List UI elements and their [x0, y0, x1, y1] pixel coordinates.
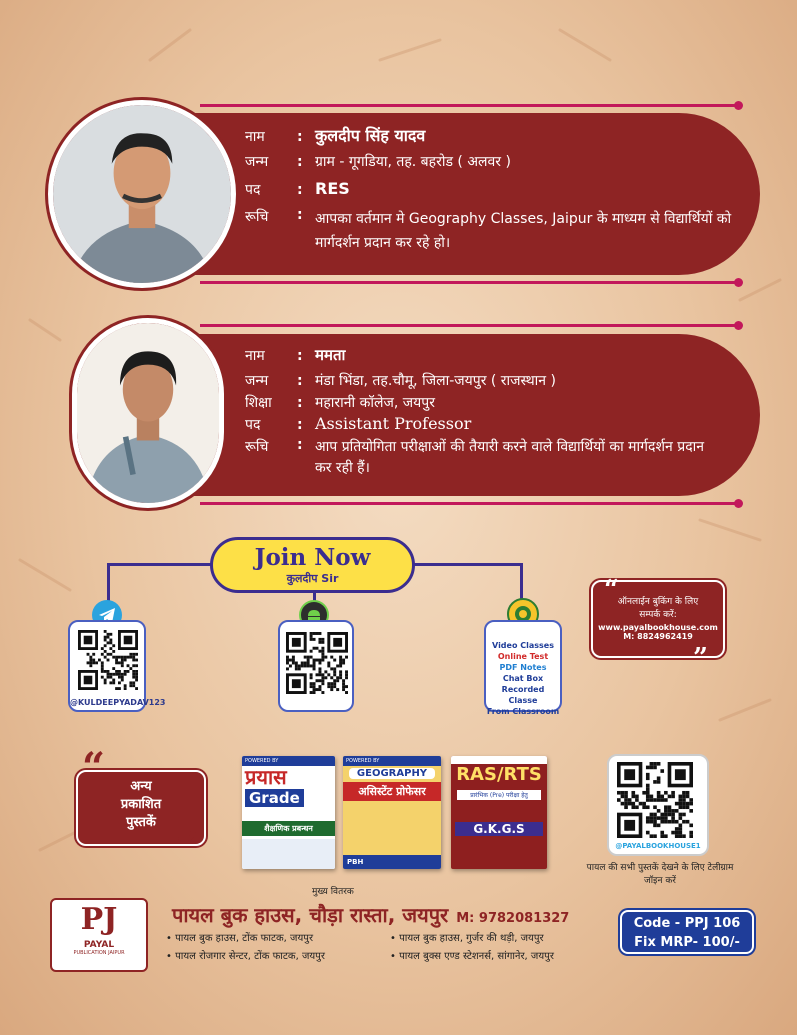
address-item: • पायल बुक्स एण्ड स्टेशनर्स, सांगानेर, जयपुर: [390, 951, 554, 962]
book1-title: प्रयास: [245, 765, 287, 789]
book2-title: GEOGRAPHY: [349, 768, 435, 779]
book-cover-geography[interactable]: [343, 756, 441, 869]
author2-row-edu: शिक्षा : महारानी कॉलेज, जयपुर: [245, 395, 435, 411]
address-item: • पायल रोजगार सेन्टर, टोंक फाटक, जयपुर: [166, 951, 325, 962]
book-code: Code - PPJ 106: [633, 916, 741, 931]
feature-item: PDF Notes: [499, 663, 547, 672]
book-cover-ras-rts[interactable]: [451, 756, 547, 869]
app-qr-card[interactable]: [278, 620, 354, 712]
author1-birth-value: ग्राम - गूगडिया, तह. बहरोड ( अलवर ): [315, 154, 511, 170]
author2-name-label: नाम: [245, 348, 265, 364]
booking-mobile[interactable]: M: 8824962419: [623, 632, 693, 641]
close-quote-icon: ”: [693, 643, 708, 673]
author2-portrait: [77, 323, 219, 503]
telegram-qr-code[interactable]: [78, 630, 138, 690]
book1-bottom: शैक्षणिक प्रबन्धन: [242, 821, 335, 836]
author2-birth-value: मंडा भिंडा, तह.चौमू, जिला-जयपुर ( राजस्थान ): [315, 373, 556, 389]
other-books-line1: अन्य: [130, 779, 152, 794]
feature-item: Video Classes: [492, 641, 554, 650]
connector-right-down: [520, 563, 523, 601]
open-quote-icon: “: [82, 744, 106, 791]
author2-birth-label: जन्म: [245, 373, 269, 389]
author2-post-label: पद: [245, 417, 261, 433]
price-code-badge: [620, 910, 754, 954]
card1-bottom-dot: [734, 278, 743, 287]
logo-mark-icon: PJ: [80, 902, 118, 937]
feature-item: Recorded Classe: [501, 685, 545, 705]
card2-bottom-line: [200, 502, 740, 505]
author2-edu-value: महारानी कॉलेज, जयपुर: [315, 395, 435, 411]
other-books-line2: प्रकाशित: [120, 797, 162, 812]
author1-post-value: RES: [315, 179, 350, 198]
telegram-caption-line1: पायल की सभी पुस्तकें देखने के लिए टेलीग्राम: [586, 863, 734, 873]
publisher-mobile[interactable]: M: 9782081327: [456, 911, 570, 926]
booking-line1: ऑनलाईन बुकिंग के लिए: [617, 597, 699, 607]
payal-telegram-qr-code[interactable]: [617, 762, 701, 838]
connector-left: [107, 563, 212, 566]
card1-top-dot: [734, 101, 743, 110]
author1-interest-label: रूचि: [245, 209, 269, 225]
book1-top: POWERED BY: [242, 756, 335, 766]
book2-top: POWERED BY: [343, 756, 441, 766]
author1-row-interest: रूचि : आपका वर्तमान मे Geography Classes, Jaipur के माध्यम से विद्यार्थियों को मार्गदर्शन प्रदान कर रहे हो।: [245, 207, 735, 255]
app-qr-code[interactable]: [286, 632, 348, 694]
book-cover-prayas[interactable]: [242, 756, 335, 869]
card2-top-line: [200, 324, 740, 327]
join-now-button[interactable]: [210, 537, 415, 593]
feature-item: Chat Box: [502, 674, 544, 683]
connector-right: [413, 563, 523, 566]
fixed-mrp: Fix MRP- 100/-: [634, 935, 740, 950]
join-now-title: Join Now: [254, 544, 371, 571]
telegram-caption-line2: जॉइन करें: [644, 876, 676, 886]
logo-subtext: PUBLICATION JAIPUR: [73, 950, 125, 956]
author1-birth-label: जन्म: [245, 154, 269, 170]
feature-item: Online Test: [497, 652, 549, 661]
author1-post-label: पद: [245, 182, 261, 198]
book1-sub: Grade: [245, 789, 304, 807]
author2-interest-value: आप प्रतियोगिता परीक्षाओं की तैयारी करने वाले विद्यार्थियों का मार्गदर्शन प्रदान कर रही हैं।: [315, 439, 705, 476]
author1-row-post: पद : RES: [245, 179, 350, 198]
author1-name-value: कुलदीप सिंह यादव: [315, 126, 426, 145]
author2-photo: [72, 318, 224, 508]
book3-title: RAS/RTS: [456, 764, 542, 785]
author2-edu-label: शिक्षा: [245, 395, 272, 411]
card1-top-line: [200, 104, 740, 107]
other-books-line3: पुस्तकें: [126, 815, 156, 830]
card2-top-dot: [734, 321, 743, 330]
author1-photo: [48, 100, 236, 288]
author1-row-birth: जन्म : ग्राम - गूगडिया, तह. बहरोड ( अलवर ): [245, 154, 511, 170]
author2-name-value: ममता: [315, 346, 346, 364]
card1-bottom-line: [200, 281, 740, 284]
payal-logo: [50, 898, 148, 972]
author2-row-birth: जन्म : मंडा भिंडा, तह.चौमू, जिला-जयपुर ( राजस्थान ): [245, 373, 556, 389]
close-quote-icon: ”: [176, 822, 200, 869]
payal-telegram-handle[interactable]: @PAYALBOOKHOUSE1: [615, 842, 701, 850]
main-distributor-label: मुख्य वितरक: [312, 887, 354, 897]
book3-bottom: G.K.G.S: [455, 822, 543, 836]
join-now-subtitle: कुलदीप Sir: [286, 572, 339, 585]
author2-interest-label: रूचि: [245, 439, 269, 455]
author1-portrait: [53, 105, 231, 283]
author1-name-label: नाम: [245, 129, 265, 145]
publisher-name: पायल बुक हाउस, चौड़ा रास्ता, जयपुर: [172, 903, 449, 927]
telegram-join-caption: [555, 862, 765, 888]
logo-text: PAYAL: [83, 940, 115, 950]
geography-features-card[interactable]: [484, 620, 562, 716]
address-item: • पायल बुक हाउस, गुर्जर की थड़ी, जयपुर: [390, 933, 544, 944]
address-item: • पायल बुक हाउस, टोंक फाटक, जयपुर: [166, 933, 314, 944]
book2-sub: असिस्टेंट प्रोफेसर: [343, 782, 441, 801]
card2-bottom-dot: [734, 499, 743, 508]
open-quote-icon: “: [604, 575, 619, 605]
author1-row-name: नाम : कुलदीप सिंह यादव: [245, 126, 426, 145]
author2-row-interest: रूचि : आप प्रतियोगिता परीक्षाओं की तैयारी करने वाले विद्यार्थियों का मार्गदर्शन प्रदान कर रही हैं।: [245, 437, 735, 479]
connector-left-down: [107, 563, 110, 601]
telegram-qr-card[interactable]: [68, 620, 166, 712]
author2-post-value: Assistant Professor: [315, 414, 472, 433]
booking-website-link[interactable]: www.payalbookhouse.com: [598, 623, 718, 632]
payal-telegram-qr-card[interactable]: [607, 754, 709, 856]
booking-line2: सम्पर्क करें:: [639, 610, 677, 620]
book2-bottom: PBH: [343, 855, 441, 869]
book3-sub: प्रारंभिक (Pre) परीक्षा हेतु: [457, 790, 541, 800]
author1-interest-value: आपका वर्तमान मे Geography Classes, Jaipur के माध्यम से विद्यार्थियों को मार्गदर्शन प्रदान कर रहे हो।: [315, 211, 732, 251]
features-list: [486, 640, 560, 717]
author2-row-name: नाम : ममता: [245, 346, 346, 364]
author2-row-post: पद : Assistant Professor: [245, 414, 472, 433]
telegram-handle[interactable]: @KULDEEPYADAV123: [70, 698, 166, 707]
feature-item: From Classroom: [486, 707, 560, 716]
